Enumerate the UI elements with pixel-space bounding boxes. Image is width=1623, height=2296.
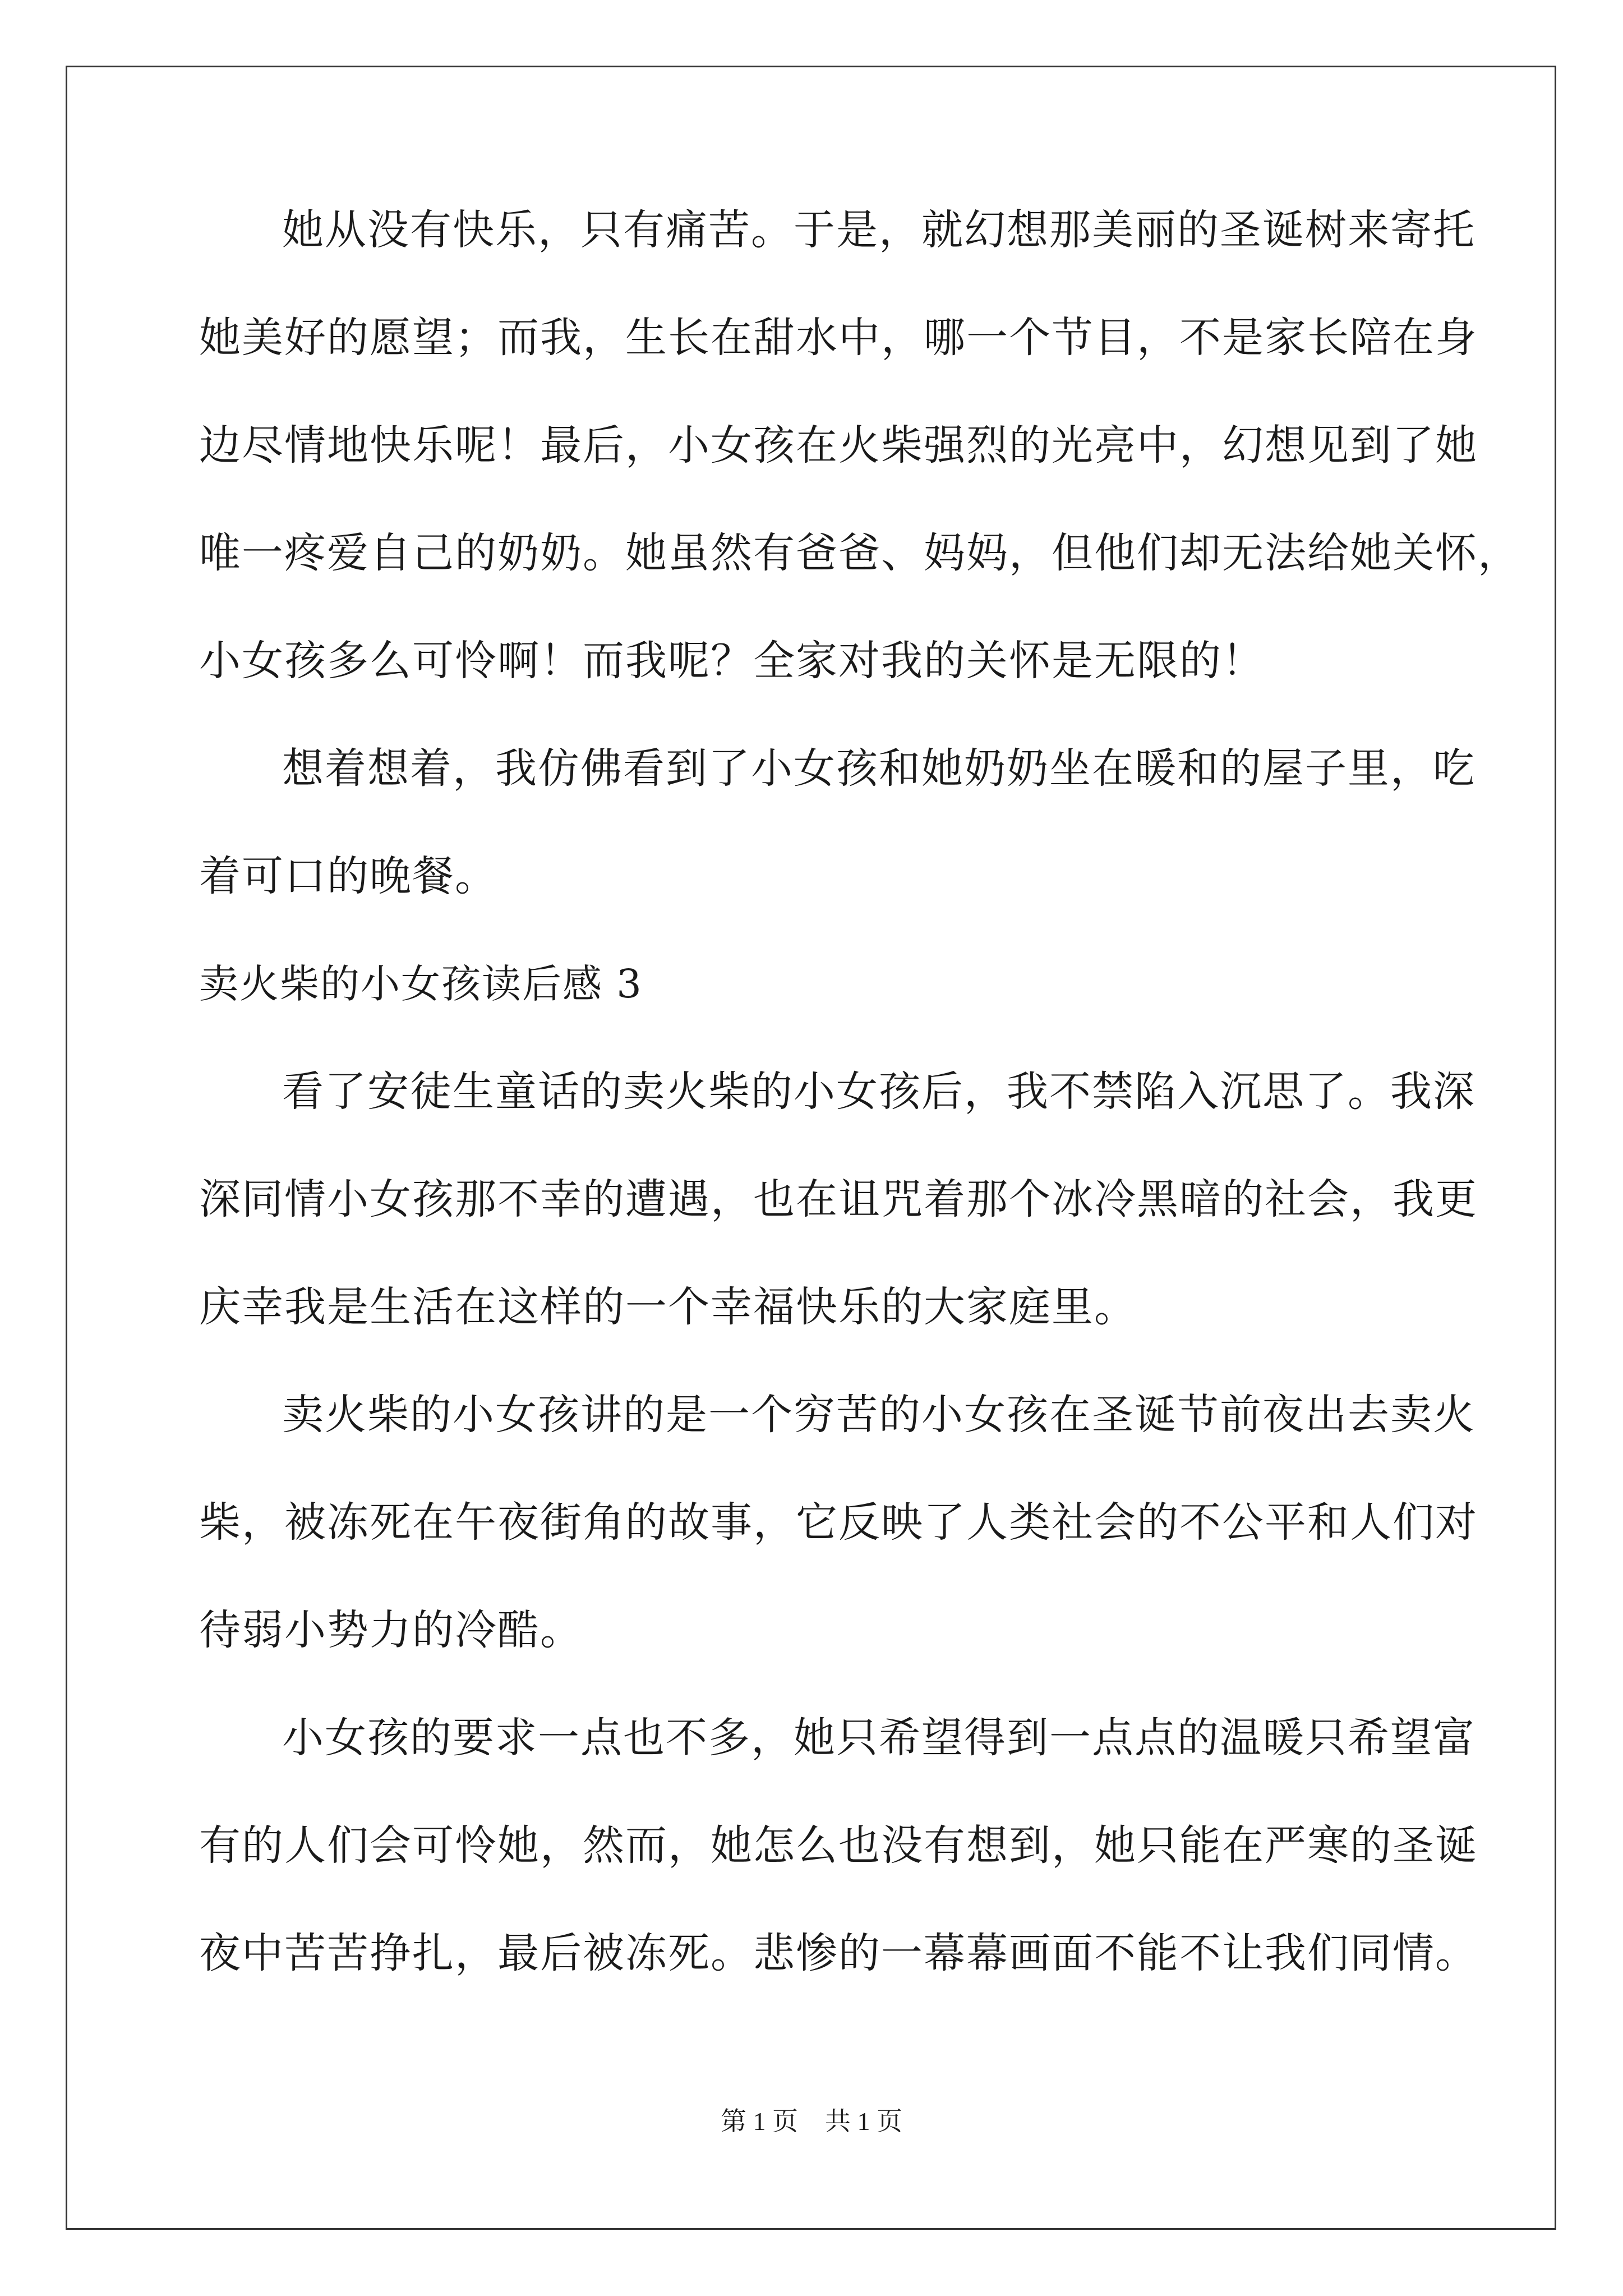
- paragraph-line: 深同情小女孩那不幸的遭遇，也在诅咒着那个冰冷黑暗的社会，我更: [199, 1175, 1478, 1223]
- paragraph-line: 她从没有快乐，只有痛苦。于是，就幻想那美丽的圣诞树来寄托: [282, 206, 1476, 254]
- paragraph-line: 看了安徒生童话的卖火柴的小女孩后，我不禁陷入沉思了。我深: [282, 1068, 1476, 1116]
- paragraph-line: 小女孩多么可怜啊！而我呢？全家对我的关怀是无限的！: [199, 637, 1265, 685]
- paragraph-line: 庆幸我是生活在这样的一个幸福快乐的大家庭里。: [199, 1283, 1137, 1331]
- page-border: [66, 66, 1556, 2230]
- paragraph-line: 边尽情地快乐呢！最后，小女孩在火柴强烈的光亮中，幻想见到了她: [199, 421, 1478, 470]
- paragraph-line: 夜中苦苦挣扎，最后被冻死。悲惨的一幕幕画面不能不让我们同情。: [199, 1929, 1478, 1977]
- paragraph-line: 着可口的晚餐。: [199, 852, 497, 900]
- page-number: 第 1 页: [721, 2107, 798, 2136]
- page-total: 共 1 页: [825, 2107, 902, 2136]
- paragraph-line: 卖火柴的小女孩讲的是一个穷苦的小女孩在圣诞节前夜出去卖火: [282, 1391, 1476, 1439]
- paragraph-line: 想着想着，我仿佛看到了小女孩和她奶奶坐在暖和的屋子里，吃: [282, 744, 1476, 793]
- paragraph-line: 她美好的愿望；而我，生长在甜水中，哪一个节目，不是家长陪在身: [199, 314, 1478, 362]
- paragraph-line: 小女孩的要求一点也不多，她只希望得到一点点的温暖只希望富: [282, 1714, 1476, 1762]
- paragraph-line: 有的人们会可怜她，然而，她怎么也没有想到，她只能在严寒的圣诞: [199, 1821, 1478, 1870]
- paragraph-line: 柴，被冻死在午夜街角的故事，它反映了人类社会的不公平和人们对: [199, 1498, 1478, 1547]
- paragraph-line: 唯一疼爱自己的奶奶。她虽然有爸爸、妈妈，但他们却无法给她关怀，: [199, 529, 1520, 577]
- paragraph-line: 待弱小势力的冷酷。: [199, 1606, 583, 1654]
- section-heading: 卖火柴的小女孩读后感 3: [199, 961, 643, 1007]
- page-footer: [0, 2105, 1623, 2138]
